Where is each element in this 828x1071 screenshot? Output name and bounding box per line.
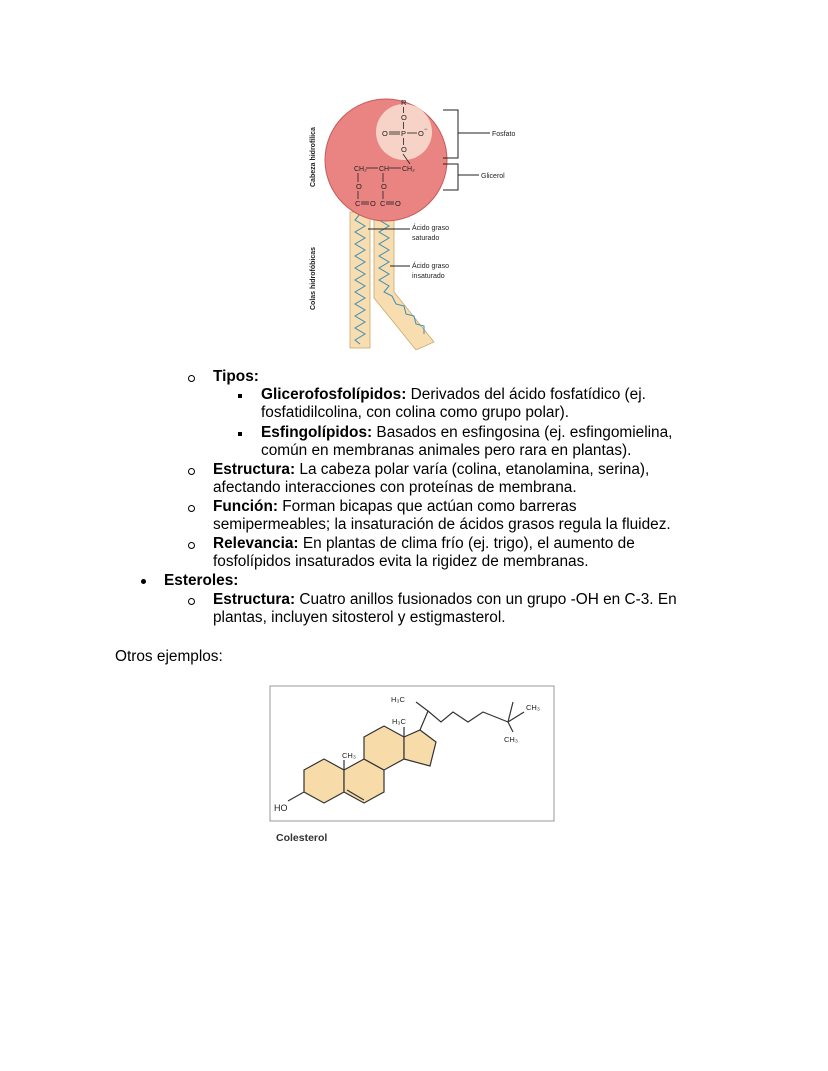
label-funcion: Función: (213, 498, 278, 515)
label-acido-saturado-1: Ácido graso (412, 225, 449, 232)
text-relevancia-2: fosfolípidos insaturados evita la rigidez de membranas. (213, 553, 589, 570)
text-esfingo-1: Basados en esfingosina (ej. esfingomielina, (372, 424, 673, 441)
label-acido-insaturado-1: Ácido graso (412, 263, 449, 270)
label-ch3-d: CH₃ (526, 703, 540, 712)
atom-ch: CH (379, 166, 390, 173)
label-glicerofosfolipidos: Glicerofosfolípidos: (261, 386, 407, 403)
bullet-square (238, 432, 242, 436)
phospholipid-diagram (300, 92, 520, 350)
unsaturated-tail (374, 212, 434, 350)
list-item-relevancia (213, 535, 635, 553)
list-item-tipos (213, 368, 259, 386)
label-glicerol: Glicerol (481, 173, 505, 180)
text-glicero-2: fosfatidilcolina, con colina como grupo polar). (261, 404, 569, 421)
charge-minus: − (424, 127, 428, 133)
caption-colesterol: Colesterol (276, 832, 328, 844)
text-funcion-2: semipermeables; la insaturación de ácidos grasos regula la fluidez. (213, 516, 671, 533)
bullet-circle (188, 598, 195, 605)
label-esteroles: Esteroles: (164, 572, 239, 589)
list-item-glicerofosfolipidos (261, 386, 646, 404)
atom-r: R (401, 98, 407, 107)
atom-o-bottom: O (401, 145, 407, 154)
list-item-estructura-esteroles (213, 591, 677, 609)
label-ch3-c: H₃C (391, 695, 405, 704)
list-item-esteroles (164, 572, 238, 590)
bullet-disc (141, 579, 146, 584)
label-fosfato: Fosfato (492, 131, 516, 138)
label-estructura: Estructura: (213, 461, 296, 478)
bullet-square (238, 394, 242, 398)
atom-p: P (401, 129, 407, 138)
atom-o-ester-right: O (381, 182, 387, 191)
text-funcion-1: Forman bicapas que actúan como barreras (277, 498, 577, 515)
label-tipos: Tipos: (213, 368, 259, 385)
atom-o-right: O (418, 129, 424, 138)
list-item-esfingolipidos (261, 424, 672, 442)
label-ch3-a: CH₃ (342, 751, 356, 760)
label-cabeza-hidrofilica: Cabeza hidrofílica (310, 127, 317, 187)
text-esfingo-2: común en membranas animales pero rara en plantas). (261, 442, 632, 459)
label-acido-saturado-2: saturado (412, 235, 440, 242)
label-esfingolipidos: Esfingolípidos: (261, 424, 373, 441)
label-estructura-esteroles: Estructura: (213, 591, 296, 608)
text-glicero-1: Derivados del ácido fosfatídico (ej. (406, 386, 646, 403)
list-item-funcion (213, 498, 577, 516)
bullet-circle (188, 375, 195, 382)
atom-o-left: O (382, 129, 388, 138)
label-acido-insaturado-2: insaturado (412, 273, 445, 280)
atom-o-right-carbonyl: O (395, 199, 401, 208)
label-ho: HO (274, 803, 288, 813)
atom-o-top: O (401, 113, 407, 122)
atom-c-left: C (355, 199, 361, 208)
bullet-circle (188, 468, 195, 475)
list-item-estructura (213, 461, 649, 479)
bullet-circle (188, 542, 195, 549)
atom-o-ester-left: O (356, 182, 362, 191)
label-ch3-b: H₃C (392, 717, 406, 726)
label-relevancia: Relevancia: (213, 535, 299, 552)
bullet-circle (188, 505, 195, 512)
otros-ejemplos-heading: Otros ejemplos: (115, 648, 223, 665)
saturated-tail (350, 212, 370, 348)
label-ch3-e: CH₃ (504, 735, 518, 744)
cholesterol-diagram (268, 684, 558, 849)
atom-ch2-right: CH₂ (402, 166, 415, 173)
text-relevancia-1: En plantas de clima frío (ej. trigo), el aumento de (298, 535, 635, 552)
label-colas-hidrofobicas: Colas hidrofóbicas (310, 246, 317, 310)
text-est2-2: plantas, incluyen sitosterol y estigmasterol. (213, 609, 506, 626)
text-estructura-2: afectando interacciones con proteínas de membrana. (213, 479, 577, 496)
atom-ch2-left: CH₂ (354, 166, 367, 173)
text-est2-1: Cuatro anillos fusionados con un grupo -OH en C-3. En (295, 591, 677, 608)
atom-o-left-carbonyl: O (370, 199, 376, 208)
text-estructura-1: La cabeza polar varía (colina, etanolamina, serina), (295, 461, 650, 478)
atom-c-right: C (380, 199, 386, 208)
